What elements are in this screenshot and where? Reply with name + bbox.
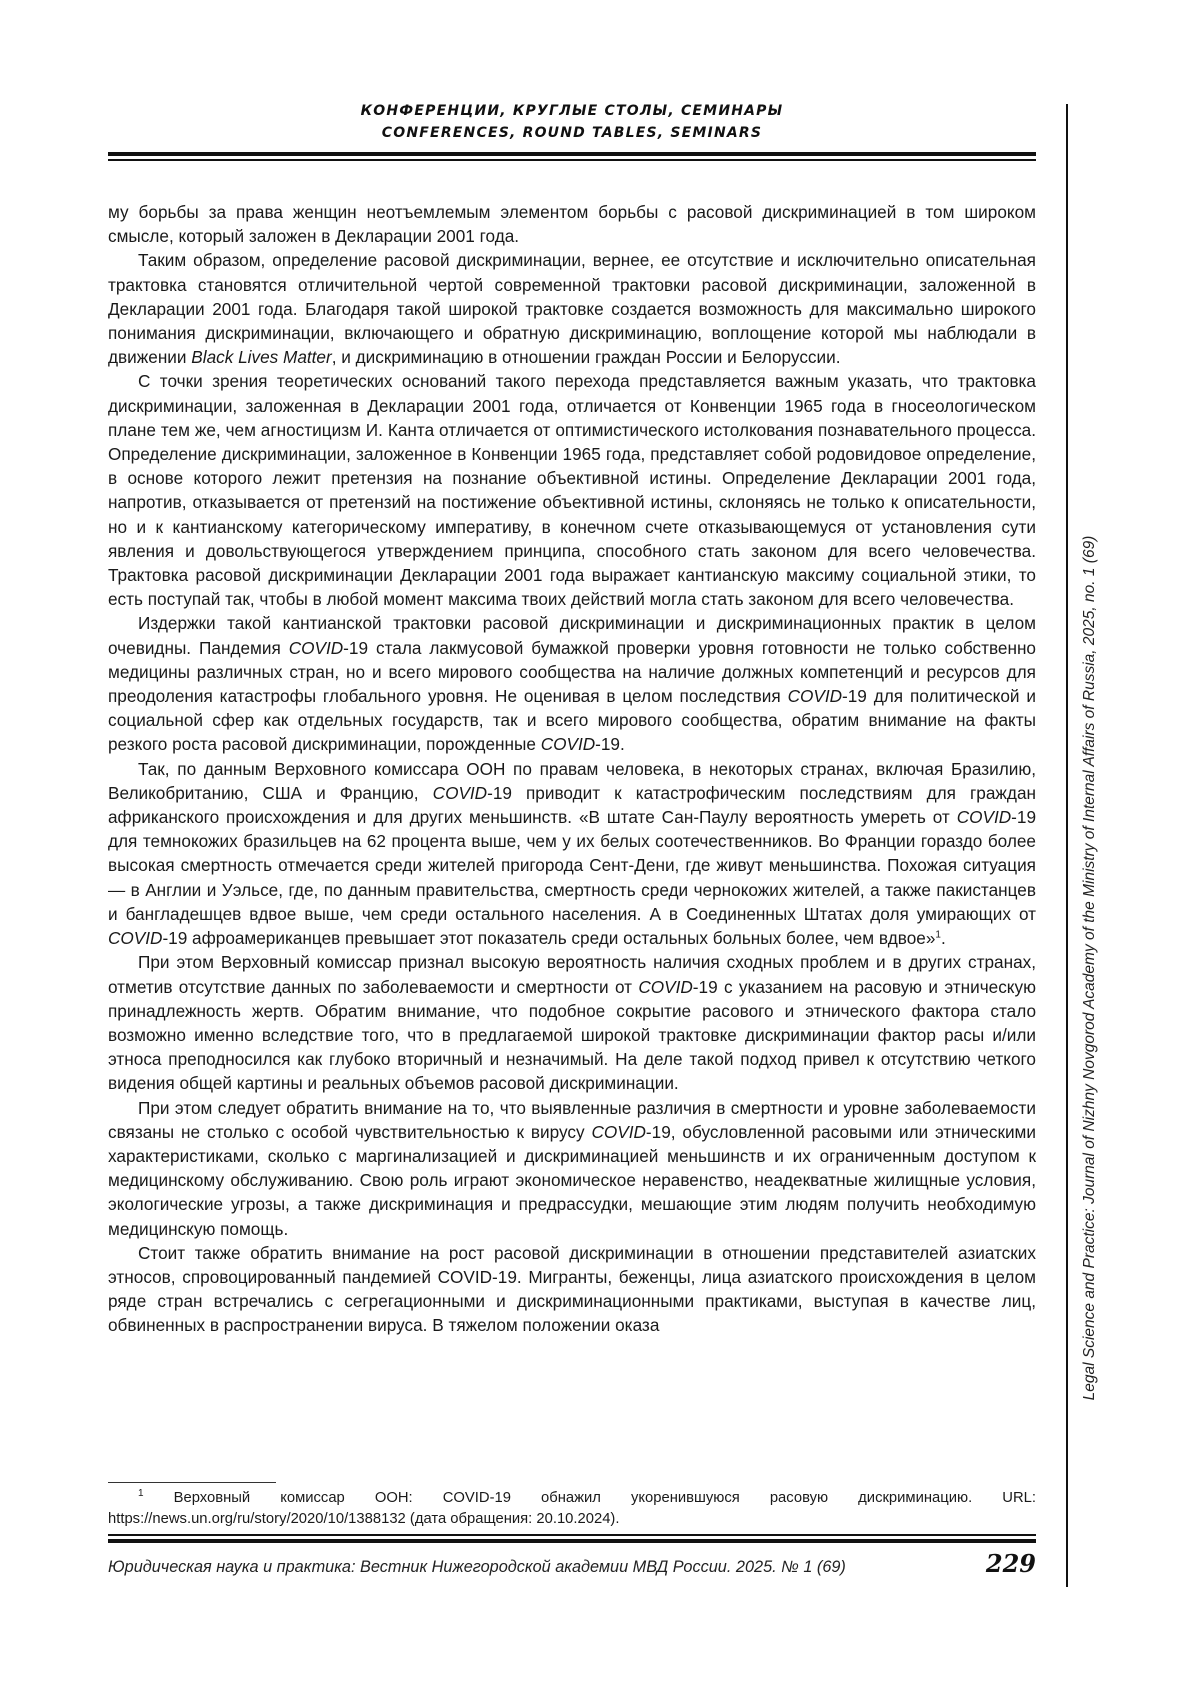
footnote-ref: 1: [935, 929, 941, 941]
footer-rule-thin: [108, 1534, 1036, 1536]
paragraph: Таким образом, определение расовой дискриминации, вернее, ее отсутствие и исключительно описательная трактовка становятся отличительной чертой современной трактовки расовой дискриминации, заложенной в Декларации 2001 года. Благодаря такой широкой трактовке создается возможность для максимально широкого понимания дискриминации, включающего и обратную дискриминацию, воплощение которой мы наблюдали в движении Black Lives Matter, и дискриминацию в отношении граждан России и Белоруссии.: [108, 250, 1036, 368]
paragraph: Издержки такой кантианской трактовки расовой дискриминации и дискриминационных практик в целом очевидны. Пандемия COVID-19 стала лакмусовой бумажкой проверки уровня готовности не только собственно медицины различных стран, но и всего мирового сообщества на наличие должных компетенций и ресурсов для преодоления катастрофы глобального уровня. Не оценивая в целом последствия COVID-19 для политической и социальной сфер как отдельных государств, так и всего мирового сообщества, обратим внимание на факты резкого роста расовой дискриминации, порожденные COVID-19.: [108, 613, 1036, 755]
paragraph: Так, по данным Верховного комиссара ООН по правам человека, в некоторых странах, включая Бразилию, Великобританию, США и Францию, COVID-19 приводит к катастрофическим последствиям для граждан африканского происхождения и для других меньшинств. «В штате Сан-Паулу вероятность умереть от COVID-19 для темнокожих бразильцев на 62 процента выше, чем у их белых соотечественников. Во Франции гораздо более высокая смертность отмечается среди жителей пригорода Сент-Дени, где живут меньшинства. Похожая ситуация — в Англии и Уэльсе, где, по данным правительства, смертность среди чернокожих жителей, а также пакистанцев и бангладешцев вдвое выше, чем среди остального населения. А в Соединенных Штатах доля умирающих от COVID-19 афроамериканцев превышает этот показатель среди остальных больных более, чем вдвое»$^1$.: [108, 758, 1036, 949]
page-number: 229: [985, 1549, 1036, 1578]
paragraph: При этом следует обратить внимание на то, что выявленные различия в смертности и уровне заболеваемости связаны не столько с особой чувствительностью к вирусу COVID-19, обусловленной расовыми или этническими характеристиками, сколько с маргинализацией и дискриминацией меньшинств и их ограниченным доступом к медицинскому обслуживанию. Свою роль играют экономическое неравенство, неадекватные жилищные условия, экологические угрозы, а также дискриминация и предрассудки, мешающие этим людям получить необходимую медицинскую помощь.: [108, 1097, 1036, 1239]
article-body: [108, 200, 1036, 1338]
section-title-ru: КОНФЕРЕНЦИИ, КРУГЛЫЕ СТОЛЫ, СЕМИНАРЫ: [360, 103, 784, 119]
paragraph: му борьбы за права женщин неотъемлемым элементом борьбы с расовой дискриминацией в том широком смысле, который заложен в Декларации 2001 года.: [108, 202, 1036, 247]
running-head: [108, 100, 1036, 144]
footnote-text: Верховный комиссар ООН: COVID-19 обнажил укоренившуюся расовую дискриминацию. URL: https://news.un.org/ru/story/2020/10/1388132 (дата обращения: 20.10.2024).: [108, 1490, 1036, 1527]
paragraph: С точки зрения теоретических оснований такого перехода представляется важным указать, что трактовка дискриминации, заложенная в Декларации 2001 года, отличается от Конвенции 1965 года в гносеологическом плане тем же, чем агностицизм И. Канта отличается от оптимистического истолкования познавательного процесса. Определение дискриминации, заложенное в Конвенции 1965 года, представляет собой родовидовое определение, в основе которого лежит претензия на познание объективной истины. Определение Декларации 2001 года, напротив, отказывается от претензий на постижение объективной истины, склоняясь не только к описательности, но и к кантианскому категорическому императиву, в конечном счете отказывающемуся от установления сути явления и довольствующегося утверждением принципа, способного стать законом для всего человечества. Трактовка расовой дискриминации Декларации 2001 года выражает кантианскую максиму социальной этики, то есть поступай так, чтобы в любой момент максима твоих действий могла стать законом для всего человечества.: [108, 371, 1036, 610]
footnote-separator: [108, 1482, 276, 1483]
header-rule-thick: [108, 152, 1036, 156]
section-title-en: CONFERENCES, ROUND TABLES, SEMINARS: [381, 125, 763, 141]
footer-journal-title: Юридическая наука и практика: Вестник Нижегородской академии МВД России. 2025. № 1 (69): [108, 1558, 846, 1576]
side-rule: [1066, 104, 1068, 1587]
footer-rule-thick: [108, 1539, 1036, 1543]
paragraph: Стоит также обратить внимание на рост расовой дискриминации в отношении представителей азиатских этносов, спровоцированный пандемией COVID-19. Мигранты, беженцы, лица азиатского происхождения в целом ряде стран встречались с сегрегационными и дискриминационными практиками, выступая в качестве лиц, обвиненных в распространении вируса. В тяжелом положении оказа: [108, 1242, 1036, 1336]
side-journal-label: Legal Science and Practice: Journal of Nizhny Novgorod Academy of the Ministry of Internal Affairs of Russia, 2025, no. 1 (69): [1081, 535, 1098, 1401]
footnote-marker: 1: [138, 1488, 144, 1500]
side-label-wrap: [1078, 468, 1102, 1468]
header-rule-thin: [108, 159, 1036, 161]
paragraph: При этом Верховный комиссар признал высокую вероятность наличия сходных проблем и в других странах, отметив отсутствие данных по заболеваемости и смертности от COVID-19 с указанием на расовую и этническую принадлежность жертв. Обратим внимание, что подобное сокрытие расового и этнического фактора стало возможно именно вследствие того, что в предлагаемой широкой трактовке дискриминации фактор расы и/или этноса преподносился как глубоко вторичный и незначимый. На деле такой подход привел к отсутствию четкого видения общей картины и реальных объемов расовой дискриминации.: [108, 952, 1036, 1094]
footnote: [108, 1488, 1036, 1530]
